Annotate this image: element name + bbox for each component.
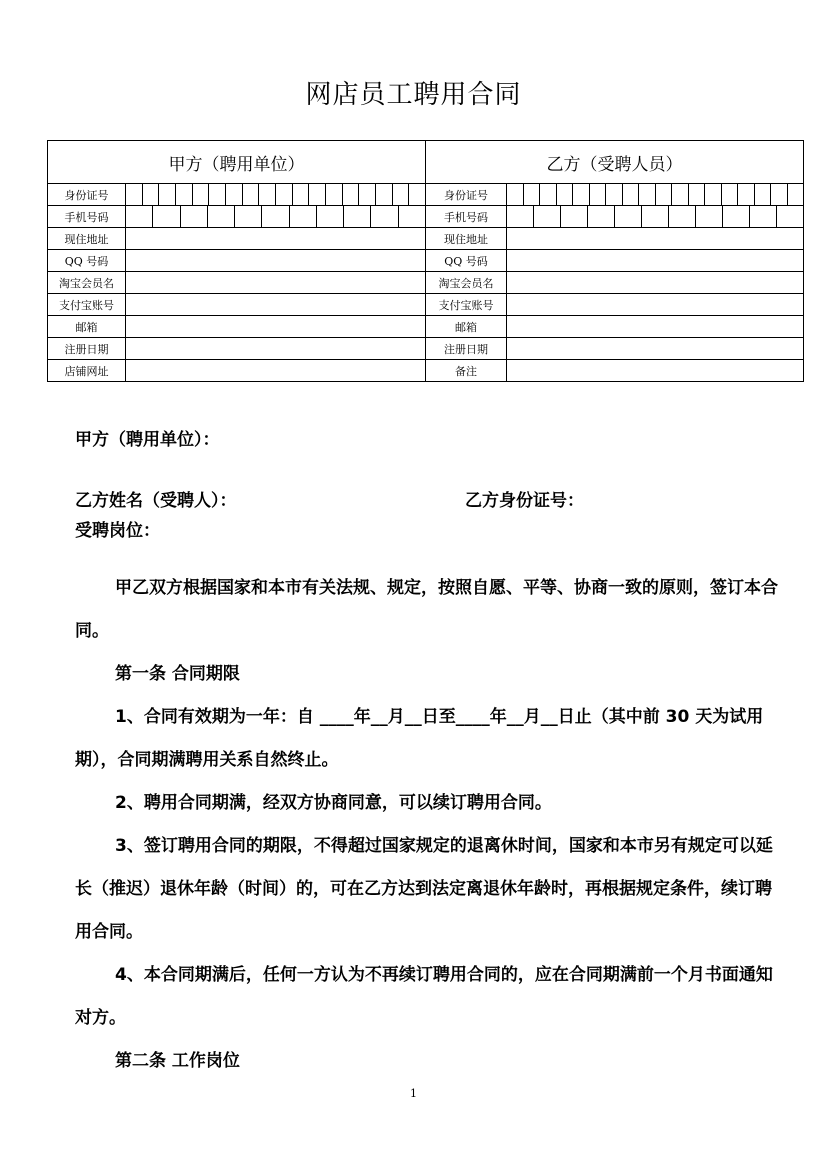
table-row (48, 360, 804, 382)
position-field: 受聘岗位： (75, 521, 160, 541)
clause-1: 1、合同有效期为一年：自 ____年__月__日至____年__月__日止（其中前 30 天为试用期），合同期满聘用关系自然终止。 (75, 707, 764, 770)
party-b-name-field: 乙方姓名（受聘人）： (75, 491, 237, 511)
value-cell-a[interactable] (126, 294, 426, 316)
value-cell-b[interactable] (507, 228, 804, 250)
value-cell-a[interactable] (126, 250, 426, 272)
article-2-title: 第二条 工作岗位 (115, 1051, 240, 1071)
party-b-id-field: 乙方身份证号： (465, 491, 584, 511)
clause-4: 4、本合同期满后，任何一方认为不再续订聘用合同的，应在合同期满前一个月书面通知对方。 (75, 965, 773, 1028)
id-boxes-b[interactable] (507, 184, 804, 206)
clause-3: 3、签订聘用合同的期限，不得超过国家规定的退离休时间，国家和本市另有规定可以延长（推迟）退休年龄（时间）的，可在乙方达到法定离退休年龄时，再根据规定条件，续订聘用合同。 (75, 836, 773, 942)
table-row (48, 316, 804, 338)
value-cell-a[interactable] (126, 272, 426, 294)
table-row (48, 228, 804, 250)
party-info-table (47, 140, 804, 382)
phone-boxes-b[interactable] (507, 206, 804, 228)
row-label-b: 淘宝会员名 (426, 272, 507, 294)
row-label-b: 支付宝账号 (426, 294, 507, 316)
row-label-a: 现住地址 (48, 228, 126, 250)
page-number: 1 (410, 1087, 417, 1100)
table-row (48, 294, 804, 316)
row-label-a: 支付宝账号 (48, 294, 126, 316)
row-label-a: 店铺网址 (48, 360, 126, 382)
table-row (48, 250, 804, 272)
id-boxes-a[interactable] (126, 184, 426, 206)
row-label-b: 注册日期 (426, 338, 507, 360)
table-row (48, 272, 804, 294)
row-label-b: 手机号码 (426, 206, 507, 228)
table-row (48, 206, 804, 228)
table-row (48, 184, 804, 206)
value-cell-b[interactable] (507, 316, 804, 338)
phone-boxes-a[interactable] (126, 206, 426, 228)
row-label-a: 手机号码 (48, 206, 126, 228)
party-a-field: 甲方（聘用单位）： (75, 430, 220, 450)
row-label-a: 邮箱 (48, 316, 126, 338)
value-cell-b[interactable] (507, 360, 804, 382)
row-label-a: 淘宝会员名 (48, 272, 126, 294)
intro-paragraph: 甲乙双方根据国家和本市有关法规、规定，按照自愿、平等、协商一致的原则，签订本合同。 (75, 578, 778, 641)
value-cell-a[interactable] (126, 360, 426, 382)
value-cell-a[interactable] (126, 228, 426, 250)
value-cell-a[interactable] (126, 338, 426, 360)
row-label-b: QQ 号码 (426, 250, 507, 272)
value-cell-b[interactable] (507, 338, 804, 360)
row-label-b: 身份证号 (426, 184, 507, 206)
row-label-a: QQ 号码 (48, 250, 126, 272)
table-row (48, 338, 804, 360)
value-cell-b[interactable] (507, 250, 804, 272)
row-label-b: 现住地址 (426, 228, 507, 250)
row-label-a: 身份证号 (48, 184, 126, 206)
document-title: 网店员工聘用合同 (305, 80, 522, 110)
article-1-title: 第一条 合同期限 (115, 664, 240, 684)
value-cell-b[interactable] (507, 294, 804, 316)
value-cell-b[interactable] (507, 272, 804, 294)
party-a-header: 甲方（聘用单位） (48, 141, 426, 184)
row-label-b: 备注 (426, 360, 507, 382)
party-b-header: 乙方（受聘人员） (426, 141, 804, 184)
row-label-a: 注册日期 (48, 338, 126, 360)
value-cell-a[interactable] (126, 316, 426, 338)
row-label-b: 邮箱 (426, 316, 507, 338)
clause-2: 2、聘用合同期满，经双方协商同意，可以续订聘用合同。 (115, 793, 552, 813)
